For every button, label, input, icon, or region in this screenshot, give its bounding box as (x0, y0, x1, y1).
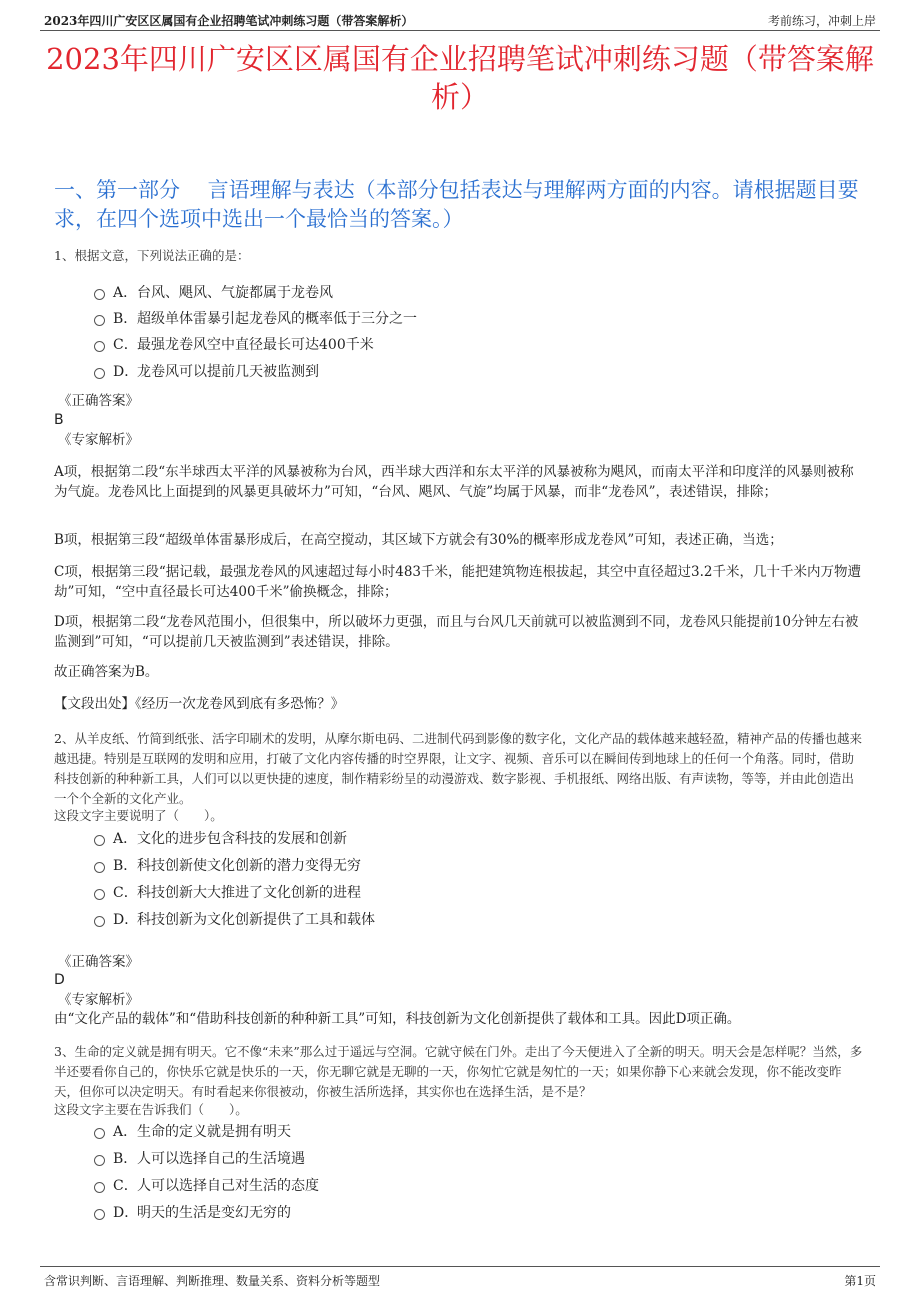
q1-conclusion: 故正确答案为B。 (54, 664, 159, 680)
q1-answer-value: B (54, 412, 64, 428)
q2-answer-value: D (54, 972, 65, 988)
radio-button-icon[interactable] (94, 1155, 105, 1166)
radio-button-icon[interactable] (94, 289, 105, 300)
q1-analysis-label: 《专家解析》 (58, 432, 139, 448)
radio-button-icon[interactable] (94, 341, 105, 352)
q3-option-c[interactable]: C．人可以选择自己对生活的态度 (94, 1175, 319, 1197)
header-slogan: 考前练习，冲刺上岸 (767, 14, 876, 28)
radio-button-icon[interactable] (94, 315, 105, 326)
q1-analysis-b: B项，根据第三段“超级单体雷暴形成后，在高空搅动，其区域下方就会有30%的概率形成龙卷风”可知，表述正确，当选； (54, 532, 783, 548)
radio-button-icon[interactable] (94, 1182, 105, 1193)
footer-note: 含常识判断、言语理解、判断推理、数量关系、资料分析等题型 (44, 1274, 381, 1288)
section-heading: 一、第一部分 言语理解与表达（本部分包括表达与理解两方面的内容。请根据题目要求，在四个选项中选出一个最恰当的答案。） (54, 178, 859, 231)
question-1-stem: 1、根据文意，下列说法正确的是： (54, 248, 250, 263)
question-3-prompt: 这段文字主要在告诉我们（ ）。 (54, 1102, 248, 1117)
page-footer (40, 1266, 880, 1291)
radio-button-icon[interactable] (94, 916, 105, 927)
q1-answer-label: 《正确答案》 (58, 393, 139, 409)
q2-option-d[interactable]: D．科技创新为文化创新提供了工具和载体 (94, 909, 375, 931)
q1-option-c[interactable]: C．最强龙卷风空中直径最长可达400千米 (94, 334, 374, 356)
q1-analysis-a: A项，根据第二段“东半球西太平洋的风暴被称为台风，西半球大西洋和东太平洋的风暴被称为飓风，而南太平洋和印度洋的风暴则被称为气旋。龙卷风比上面提到的风暴更具破坏力”可知，“台风、飓风、气旋”均属于风暴，而非“龙卷风”，表述错误，排除； (54, 464, 854, 500)
header-doc-title: 2023年四川广安区区属国有企业招聘笔试冲刺练习题（带答案解析） (44, 14, 414, 28)
radio-button-icon[interactable] (94, 1209, 105, 1220)
page-header (40, 10, 880, 31)
radio-button-icon[interactable] (94, 862, 105, 873)
question-3-stem: 3、生命的定义就是拥有明天。它不像“未来”那么过于遥远与空洞。它就守候在门外。走出了今天便进入了全新的明天。明天会是怎样呢？当然，多半还要看你自己的，你快乐它就是快乐的一天，你无聊它就是无聊的一天，你匆忙它就是匆忙的一天；如果你静下心来就会发现，你不能改变昨天，但你可以决定明天。有时看起来你很被动，你被生活所选择，其实你也在选择生活，是不是？ (54, 1044, 863, 1099)
q2-option-c[interactable]: C．科技创新大大推进了文化创新的进程 (94, 882, 361, 904)
page-number: 第1页 (844, 1274, 876, 1288)
q3-option-a[interactable]: A．生命的定义就是拥有明天 (94, 1121, 291, 1143)
question-2-prompt: 这段文字主要说明了（ ）。 (54, 808, 223, 823)
q1-analysis-d: D项，根据第二段“龙卷风范围小，但很集中，所以破坏力更强，而且与台风几天前就可以被监测到不同，龙卷风只能提前10分钟左右被监测到”可知，“可以提前几天被监测到”表述错误，排除。 (54, 614, 859, 650)
radio-button-icon[interactable] (94, 368, 105, 379)
q3-option-d[interactable]: D．明天的生活是变幻无穷的 (94, 1202, 291, 1224)
radio-button-icon[interactable] (94, 889, 105, 900)
q1-source: 【文段出处】《经历一次龙卷风到底有多恐怖？》 (54, 696, 345, 712)
q2-answer-label: 《正确答案》 (58, 954, 139, 970)
q2-analysis: 由“文化产品的载体”和“借助科技创新的种种新工具”可知，科技创新为文化创新提供了载体和工具。因此D项正确。 (54, 1011, 741, 1027)
q1-option-b[interactable]: B．超级单体雷暴引起龙卷风的概率低于三分之一 (94, 308, 417, 330)
question-2-stem: 2、从羊皮纸、竹简到纸张、活字印刷术的发明，从摩尔斯电码、二进制代码到影像的数字化，文化产品的载体越来越轻盈，精神产品的传播也越来越迅捷。特别是互联网的发明和应用，打破了文化内容传播的时空界限，让文字、视频、音乐可以在瞬间传到地球上的任何一个角落。同时，借助科技创新的种种新工具，人们可以以更快捷的速度，制作精彩纷呈的动漫游戏、数字影视、手机报纸、网络出版、有声读物，等等，并由此创造出一个个全新的文化产业。 (54, 731, 862, 806)
document-title: 2023年四川广安区区属国有企业招聘笔试冲刺练习题（带答案解析） (46, 42, 874, 114)
radio-button-icon[interactable] (94, 835, 105, 846)
q1-option-d[interactable]: D．龙卷风可以提前几天被监测到 (94, 361, 319, 383)
q1-analysis-c: C项，根据第三段“据记载，最强龙卷风的风速超过每小时483千米，能把建筑物连根拔起，其空中直径超过3.2千米，几十千米内万物遭劫”可知，“空中直径最长可达400千米”偷换概念，排除； (54, 564, 861, 600)
q2-analysis-label: 《专家解析》 (58, 992, 139, 1008)
q2-option-b[interactable]: B．科技创新使文化创新的潜力变得无穷 (94, 855, 361, 877)
q1-option-a[interactable]: A．台风、飓风、气旋都属于龙卷风 (94, 282, 333, 304)
q2-option-a[interactable]: A．文化的进步包含科技的发展和创新 (94, 828, 347, 850)
q3-option-b[interactable]: B．人可以选择自己的生活境遇 (94, 1148, 305, 1170)
radio-button-icon[interactable] (94, 1128, 105, 1139)
